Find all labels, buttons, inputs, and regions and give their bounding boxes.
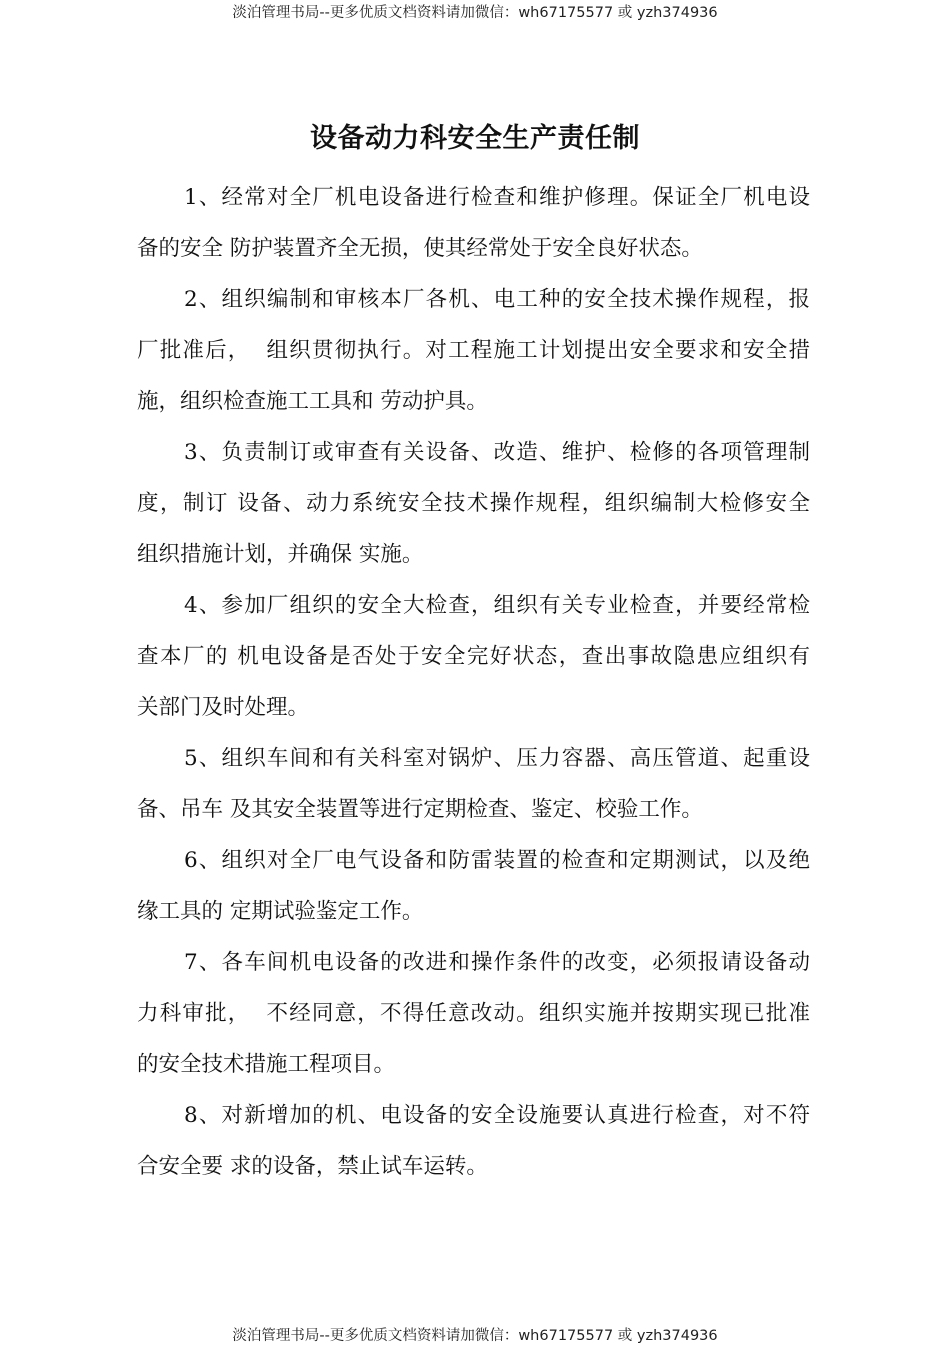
paragraph-line: 力科审批， 不经同意，不得任意改动。组织实施并按期实现已批准 <box>137 1001 810 1026</box>
paragraph <box>137 733 810 835</box>
paragraph-line: 施，组织检查施工工具和 劳动护具。 <box>137 389 488 414</box>
document-body <box>137 172 810 1192</box>
paragraph-line: 的安全技术措施工程项目。 <box>137 1052 396 1077</box>
paragraph <box>137 835 810 937</box>
page-header: 淡泊管理书局--更多优质文档资料请加微信：wh67175577 或 yzh374936 <box>232 5 718 21</box>
paragraph-line: 厂批准后， 组织贯彻执行。对工程施工计划提出安全要求和安全措 <box>137 338 810 363</box>
document-title: 设备动力科安全生产责任制 <box>310 123 640 154</box>
paragraph <box>137 580 810 733</box>
paragraph-line: 3、负责制订或审查有关设备、改造、维护、检修的各项管理制 <box>184 440 810 465</box>
paragraph-line: 缘工具的 定期试验鉴定工作。 <box>137 899 424 924</box>
paragraph-line: 1、经常对全厂机电设备进行检查和维护修理。保证全厂机电设 <box>184 185 810 210</box>
paragraph-line: 5、组织车间和有关科室对锅炉、压力容器、高压管道、起重设 <box>184 746 810 771</box>
paragraph-line: 查本厂的 机电设备是否处于安全完好状态，查出事故隐患应组织有 <box>137 644 810 669</box>
paragraph-line: 6、组织对全厂电气设备和防雷装置的检查和定期测试，以及绝 <box>184 848 810 873</box>
paragraph-line: 组织措施计划，并确保 实施。 <box>137 542 424 567</box>
paragraph <box>137 1090 810 1192</box>
paragraph-line: 合安全要 求的设备，禁止试车运转。 <box>137 1154 488 1179</box>
paragraph <box>137 274 810 427</box>
paragraph-line: 8、对新增加的机、电设备的安全设施要认真进行检查，对不符 <box>184 1103 810 1128</box>
paragraph-line: 备的安全 防护装置齐全无损，使其经常处于安全良好状态。 <box>137 236 703 261</box>
page-footer: 淡泊管理书局--更多优质文档资料请加微信：wh67175577 或 yzh374936 <box>232 1328 718 1344</box>
paragraph-line: 2、组织编制和审核本厂各机、电工种的安全技术操作规程，报 <box>184 287 810 312</box>
paragraph-line: 度，制订 设备、动力系统安全技术操作规程，组织编制大检修安全 <box>137 491 810 516</box>
paragraph <box>137 937 810 1090</box>
paragraph <box>137 172 810 274</box>
paragraph-line: 备、吊车 及其安全装置等进行定期检查、鉴定、校验工作。 <box>137 797 703 822</box>
paragraph-line: 关部门及时处理。 <box>137 695 310 720</box>
paragraph-line: 4、参加厂组织的安全大检查，组织有关专业检查，并要经常检 <box>184 593 810 618</box>
paragraph-line: 7、各车间机电设备的改进和操作条件的改变，必须报请设备动 <box>184 950 810 975</box>
paragraph <box>137 427 810 580</box>
